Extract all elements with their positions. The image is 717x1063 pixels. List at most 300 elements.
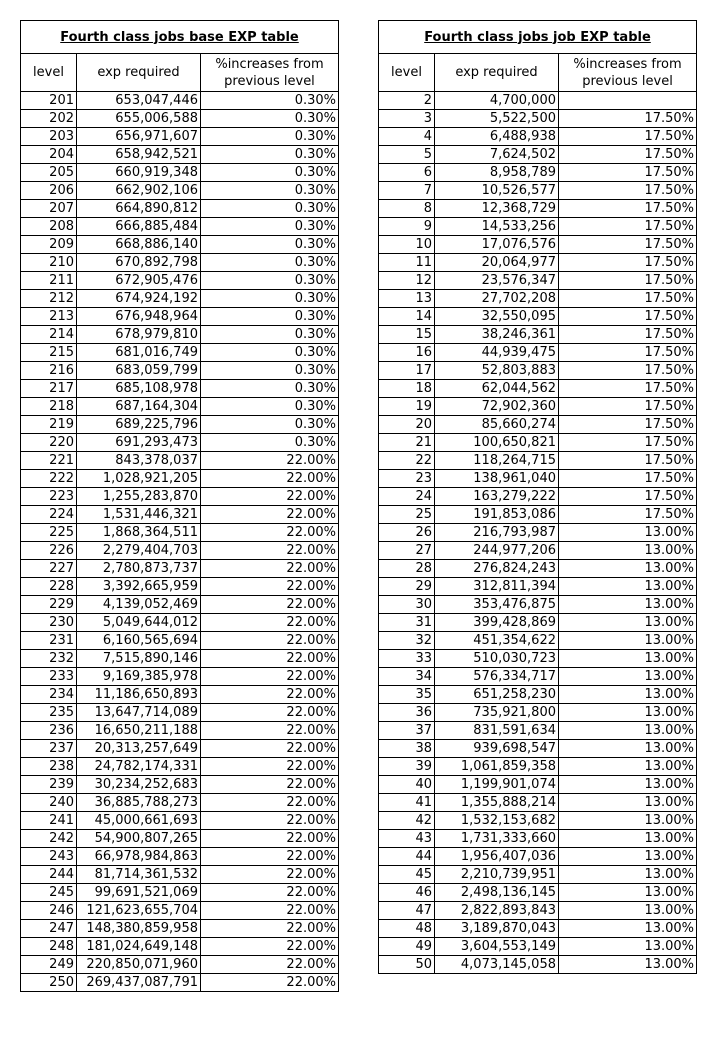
table-row [379,884,697,902]
increase-cell: 17.50% [559,182,697,200]
exp-cell: 54,900,807,265 [77,830,201,848]
table-row [21,920,339,938]
table-row [379,650,697,668]
increase-cell: 13.00% [559,740,697,758]
table-row [379,326,697,344]
table-row [379,830,697,848]
level-cell: 46 [379,884,435,902]
exp-cell: 99,691,521,069 [77,884,201,902]
table-row [21,560,339,578]
exp-cell: 2,498,136,145 [435,884,559,902]
increase-cell: 13.00% [559,776,697,794]
exp-cell: 20,313,257,649 [77,740,201,758]
level-cell: 236 [21,722,77,740]
level-cell: 207 [21,200,77,218]
exp-cell: 1,868,364,511 [77,524,201,542]
increase-cell: 0.30% [201,326,339,344]
increase-cell: 17.50% [559,128,697,146]
level-cell: 25 [379,506,435,524]
exp-cell: 8,958,789 [435,164,559,182]
increase-cell: 22.00% [201,470,339,488]
level-cell: 232 [21,650,77,668]
table-row [379,668,697,686]
increase-cell: 13.00% [559,542,697,560]
base-header-increase: %increases from previous level [201,54,339,92]
table-row [21,92,339,110]
level-cell: 23 [379,470,435,488]
table-row [379,416,697,434]
level-cell: 11 [379,254,435,272]
table-row [379,866,697,884]
increase-cell: 17.50% [559,146,697,164]
exp-cell: 1,731,333,660 [435,830,559,848]
increase-cell: 22.00% [201,938,339,956]
level-cell: 7 [379,182,435,200]
level-cell: 239 [21,776,77,794]
increase-cell: 0.30% [201,380,339,398]
increase-cell: 13.00% [559,614,697,632]
level-cell: 34 [379,668,435,686]
table-row [379,128,697,146]
level-cell: 45 [379,866,435,884]
level-cell: 206 [21,182,77,200]
exp-cell: 1,956,407,036 [435,848,559,866]
increase-cell: 13.00% [559,902,697,920]
level-cell: 21 [379,434,435,452]
exp-cell: 1,199,901,074 [435,776,559,794]
table-row [379,632,697,650]
exp-cell: 689,225,796 [77,416,201,434]
exp-cell: 269,437,087,791 [77,974,201,992]
table-row [379,470,697,488]
level-cell: 37 [379,722,435,740]
level-cell: 229 [21,596,77,614]
increase-cell: 0.30% [201,218,339,236]
level-cell: 205 [21,164,77,182]
exp-cell: 10,526,577 [435,182,559,200]
level-cell: 16 [379,344,435,362]
table-row [21,902,339,920]
increase-cell: 22.00% [201,560,339,578]
table-row [21,128,339,146]
increase-cell: 17.50% [559,164,697,182]
table-row [21,254,339,272]
table-row [21,938,339,956]
level-cell: 222 [21,470,77,488]
table-row [21,272,339,290]
increase-cell: 17.50% [559,110,697,128]
level-cell: 22 [379,452,435,470]
exp-cell: 2,822,893,843 [435,902,559,920]
exp-cell: 510,030,723 [435,650,559,668]
level-cell: 4 [379,128,435,146]
level-cell: 248 [21,938,77,956]
increase-cell: 13.00% [559,830,697,848]
table-row [379,920,697,938]
level-cell: 29 [379,578,435,596]
level-cell: 245 [21,884,77,902]
increase-cell: 22.00% [201,578,339,596]
exp-cell: 118,264,715 [435,452,559,470]
exp-cell: 121,623,655,704 [77,902,201,920]
exp-cell: 685,108,978 [77,380,201,398]
increase-cell [559,92,697,110]
table-row [379,218,697,236]
level-cell: 48 [379,920,435,938]
level-cell: 8 [379,200,435,218]
job-header-level: level [379,54,435,92]
exp-cell: 843,378,037 [77,452,201,470]
level-cell: 240 [21,794,77,812]
exp-cell: 658,942,521 [77,146,201,164]
increase-cell: 17.50% [559,218,697,236]
table-row [379,722,697,740]
table-row [21,578,339,596]
level-cell: 217 [21,380,77,398]
table-row [379,398,697,416]
exp-cell: 20,064,977 [435,254,559,272]
exp-cell: 2,279,404,703 [77,542,201,560]
table-row [21,776,339,794]
exp-cell: 683,059,799 [77,362,201,380]
level-cell: 228 [21,578,77,596]
exp-cell: 72,902,360 [435,398,559,416]
table-row [379,596,697,614]
exp-cell: 1,028,921,205 [77,470,201,488]
table-row [379,938,697,956]
increase-cell: 17.50% [559,434,697,452]
level-cell: 233 [21,668,77,686]
increase-cell: 0.30% [201,416,339,434]
table-row [21,974,339,992]
exp-cell: 4,700,000 [435,92,559,110]
increase-cell: 0.30% [201,398,339,416]
increase-cell: 22.00% [201,452,339,470]
level-cell: 47 [379,902,435,920]
exp-cell: 735,921,800 [435,704,559,722]
exp-cell: 451,354,622 [435,632,559,650]
level-cell: 214 [21,326,77,344]
table-row [21,488,339,506]
level-cell: 49 [379,938,435,956]
increase-cell: 0.30% [201,272,339,290]
table-row [21,344,339,362]
increase-cell: 13.00% [559,524,697,542]
base-exp-table [20,20,339,992]
increase-cell: 22.00% [201,650,339,668]
table-row [21,236,339,254]
exp-cell: 672,905,476 [77,272,201,290]
table-row [379,560,697,578]
increase-cell: 22.00% [201,884,339,902]
exp-cell: 62,044,562 [435,380,559,398]
level-cell: 30 [379,596,435,614]
job-table-title: Fourth class jobs job EXP table [379,21,697,54]
increase-cell: 13.00% [559,956,697,974]
table-row [379,956,697,974]
table-row [379,758,697,776]
exp-cell: 3,189,870,043 [435,920,559,938]
exp-cell: 2,210,739,951 [435,866,559,884]
increase-cell: 0.30% [201,308,339,326]
exp-cell: 3,604,553,149 [435,938,559,956]
level-cell: 36 [379,704,435,722]
level-cell: 244 [21,866,77,884]
increase-cell: 22.00% [201,956,339,974]
exp-cell: 11,186,650,893 [77,686,201,704]
table-row [379,308,697,326]
base-header-level: level [21,54,77,92]
table-row [379,524,697,542]
level-cell: 6 [379,164,435,182]
level-cell: 219 [21,416,77,434]
table-row [379,848,697,866]
level-cell: 20 [379,416,435,434]
table-row [21,200,339,218]
level-cell: 43 [379,830,435,848]
table-row [379,434,697,452]
level-cell: 234 [21,686,77,704]
level-cell: 19 [379,398,435,416]
level-cell: 235 [21,704,77,722]
increase-cell: 13.00% [559,650,697,668]
level-cell: 42 [379,812,435,830]
increase-cell: 17.50% [559,362,697,380]
increase-cell: 13.00% [559,812,697,830]
exp-cell: 85,660,274 [435,416,559,434]
table-row [21,830,339,848]
exp-cell: 30,234,252,683 [77,776,201,794]
exp-cell: 24,782,174,331 [77,758,201,776]
level-cell: 201 [21,92,77,110]
exp-cell: 12,368,729 [435,200,559,218]
exp-cell: 653,047,446 [77,92,201,110]
increase-cell: 22.00% [201,722,339,740]
increase-cell: 22.00% [201,794,339,812]
increase-cell: 22.00% [201,776,339,794]
exp-cell: 138,961,040 [435,470,559,488]
increase-cell: 0.30% [201,182,339,200]
level-cell: 227 [21,560,77,578]
level-cell: 209 [21,236,77,254]
table-row [21,812,339,830]
increase-cell: 22.00% [201,830,339,848]
level-cell: 242 [21,830,77,848]
increase-cell: 22.00% [201,974,339,992]
increase-cell: 22.00% [201,596,339,614]
exp-cell: 27,702,208 [435,290,559,308]
increase-cell: 22.00% [201,632,339,650]
exp-cell: 676,948,964 [77,308,201,326]
exp-cell: 276,824,243 [435,560,559,578]
level-cell: 9 [379,218,435,236]
increase-cell: 22.00% [201,542,339,560]
increase-cell: 17.50% [559,236,697,254]
table-row [379,236,697,254]
increase-cell: 22.00% [201,812,339,830]
level-cell: 18 [379,380,435,398]
exp-cell: 353,476,875 [435,596,559,614]
increase-cell: 22.00% [201,686,339,704]
level-cell: 2 [379,92,435,110]
exp-cell: 14,533,256 [435,218,559,236]
table-row [379,740,697,758]
exp-cell: 662,902,106 [77,182,201,200]
increase-cell: 17.50% [559,470,697,488]
table-row [21,182,339,200]
table-row [21,452,339,470]
increase-cell: 13.00% [559,686,697,704]
increase-cell: 22.00% [201,920,339,938]
exp-cell: 674,924,192 [77,290,201,308]
level-cell: 24 [379,488,435,506]
increase-cell: 13.00% [559,722,697,740]
increase-cell: 17.50% [559,326,697,344]
level-cell: 31 [379,614,435,632]
increase-cell: 17.50% [559,488,697,506]
table-row [379,182,697,200]
table-row [379,362,697,380]
level-cell: 17 [379,362,435,380]
exp-cell: 9,169,385,978 [77,668,201,686]
exp-cell: 666,885,484 [77,218,201,236]
exp-cell: 312,811,394 [435,578,559,596]
exp-cell: 831,591,634 [435,722,559,740]
exp-cell: 4,073,145,058 [435,956,559,974]
level-cell: 237 [21,740,77,758]
level-cell: 10 [379,236,435,254]
increase-cell: 22.00% [201,704,339,722]
table-row [21,668,339,686]
table-row [379,794,697,812]
exp-cell: 660,919,348 [77,164,201,182]
level-cell: 39 [379,758,435,776]
increase-cell: 17.50% [559,506,697,524]
exp-cell: 4,139,052,469 [77,596,201,614]
exp-cell: 656,971,607 [77,128,201,146]
exp-cell: 670,892,798 [77,254,201,272]
increase-cell: 22.00% [201,866,339,884]
table-row [379,344,697,362]
exp-cell: 576,334,717 [435,668,559,686]
table-row [379,506,697,524]
increase-cell: 17.50% [559,200,697,218]
table-row [379,776,697,794]
exp-cell: 44,939,475 [435,344,559,362]
increase-cell: 13.00% [559,632,697,650]
table-row [21,362,339,380]
increase-cell: 0.30% [201,236,339,254]
exp-cell: 664,890,812 [77,200,201,218]
table-row [21,794,339,812]
table-row [379,110,697,128]
increase-cell: 13.00% [559,578,697,596]
exp-cell: 681,016,749 [77,344,201,362]
table-row [379,812,697,830]
level-cell: 26 [379,524,435,542]
level-cell: 27 [379,542,435,560]
table-row [21,596,339,614]
table-row [21,542,339,560]
table-row [21,308,339,326]
level-cell: 231 [21,632,77,650]
increase-cell: 0.30% [201,128,339,146]
increase-cell: 22.00% [201,740,339,758]
exp-cell: 32,550,095 [435,308,559,326]
increase-cell: 0.30% [201,254,339,272]
increase-cell: 13.00% [559,884,697,902]
exp-cell: 148,380,859,958 [77,920,201,938]
table-row [21,614,339,632]
table-row [21,326,339,344]
exp-cell: 6,488,938 [435,128,559,146]
level-cell: 204 [21,146,77,164]
exp-cell: 7,624,502 [435,146,559,164]
table-row [21,866,339,884]
increase-cell: 22.00% [201,848,339,866]
table-row [379,290,697,308]
level-cell: 218 [21,398,77,416]
increase-cell: 13.00% [559,920,697,938]
table-row [21,380,339,398]
level-cell: 213 [21,308,77,326]
increase-cell: 22.00% [201,668,339,686]
table-row [21,686,339,704]
level-cell: 38 [379,740,435,758]
table-row [379,488,697,506]
exp-cell: 16,650,211,188 [77,722,201,740]
increase-cell: 13.00% [559,560,697,578]
table-row [21,650,339,668]
exp-cell: 655,006,588 [77,110,201,128]
level-cell: 216 [21,362,77,380]
level-cell: 210 [21,254,77,272]
table-row [21,848,339,866]
increase-cell: 0.30% [201,146,339,164]
exp-cell: 100,650,821 [435,434,559,452]
increase-cell: 0.30% [201,362,339,380]
table-row [379,254,697,272]
level-cell: 241 [21,812,77,830]
level-cell: 224 [21,506,77,524]
exp-cell: 691,293,473 [77,434,201,452]
level-cell: 32 [379,632,435,650]
table-row [379,452,697,470]
level-cell: 44 [379,848,435,866]
exp-cell: 13,647,714,089 [77,704,201,722]
exp-cell: 1,531,446,321 [77,506,201,524]
increase-cell: 17.50% [559,254,697,272]
increase-cell: 17.50% [559,380,697,398]
base-table-title: Fourth class jobs base EXP table [21,21,339,54]
increase-cell: 13.00% [559,848,697,866]
table-row [21,110,339,128]
increase-cell: 13.00% [559,866,697,884]
exp-cell: 687,164,304 [77,398,201,416]
level-cell: 246 [21,902,77,920]
table-row [21,398,339,416]
level-cell: 203 [21,128,77,146]
increase-cell: 17.50% [559,344,697,362]
level-cell: 247 [21,920,77,938]
table-row [21,524,339,542]
increase-cell: 17.50% [559,272,697,290]
level-cell: 221 [21,452,77,470]
exp-cell: 6,160,565,694 [77,632,201,650]
table-row [21,632,339,650]
table-row [21,956,339,974]
exp-cell: 163,279,222 [435,488,559,506]
